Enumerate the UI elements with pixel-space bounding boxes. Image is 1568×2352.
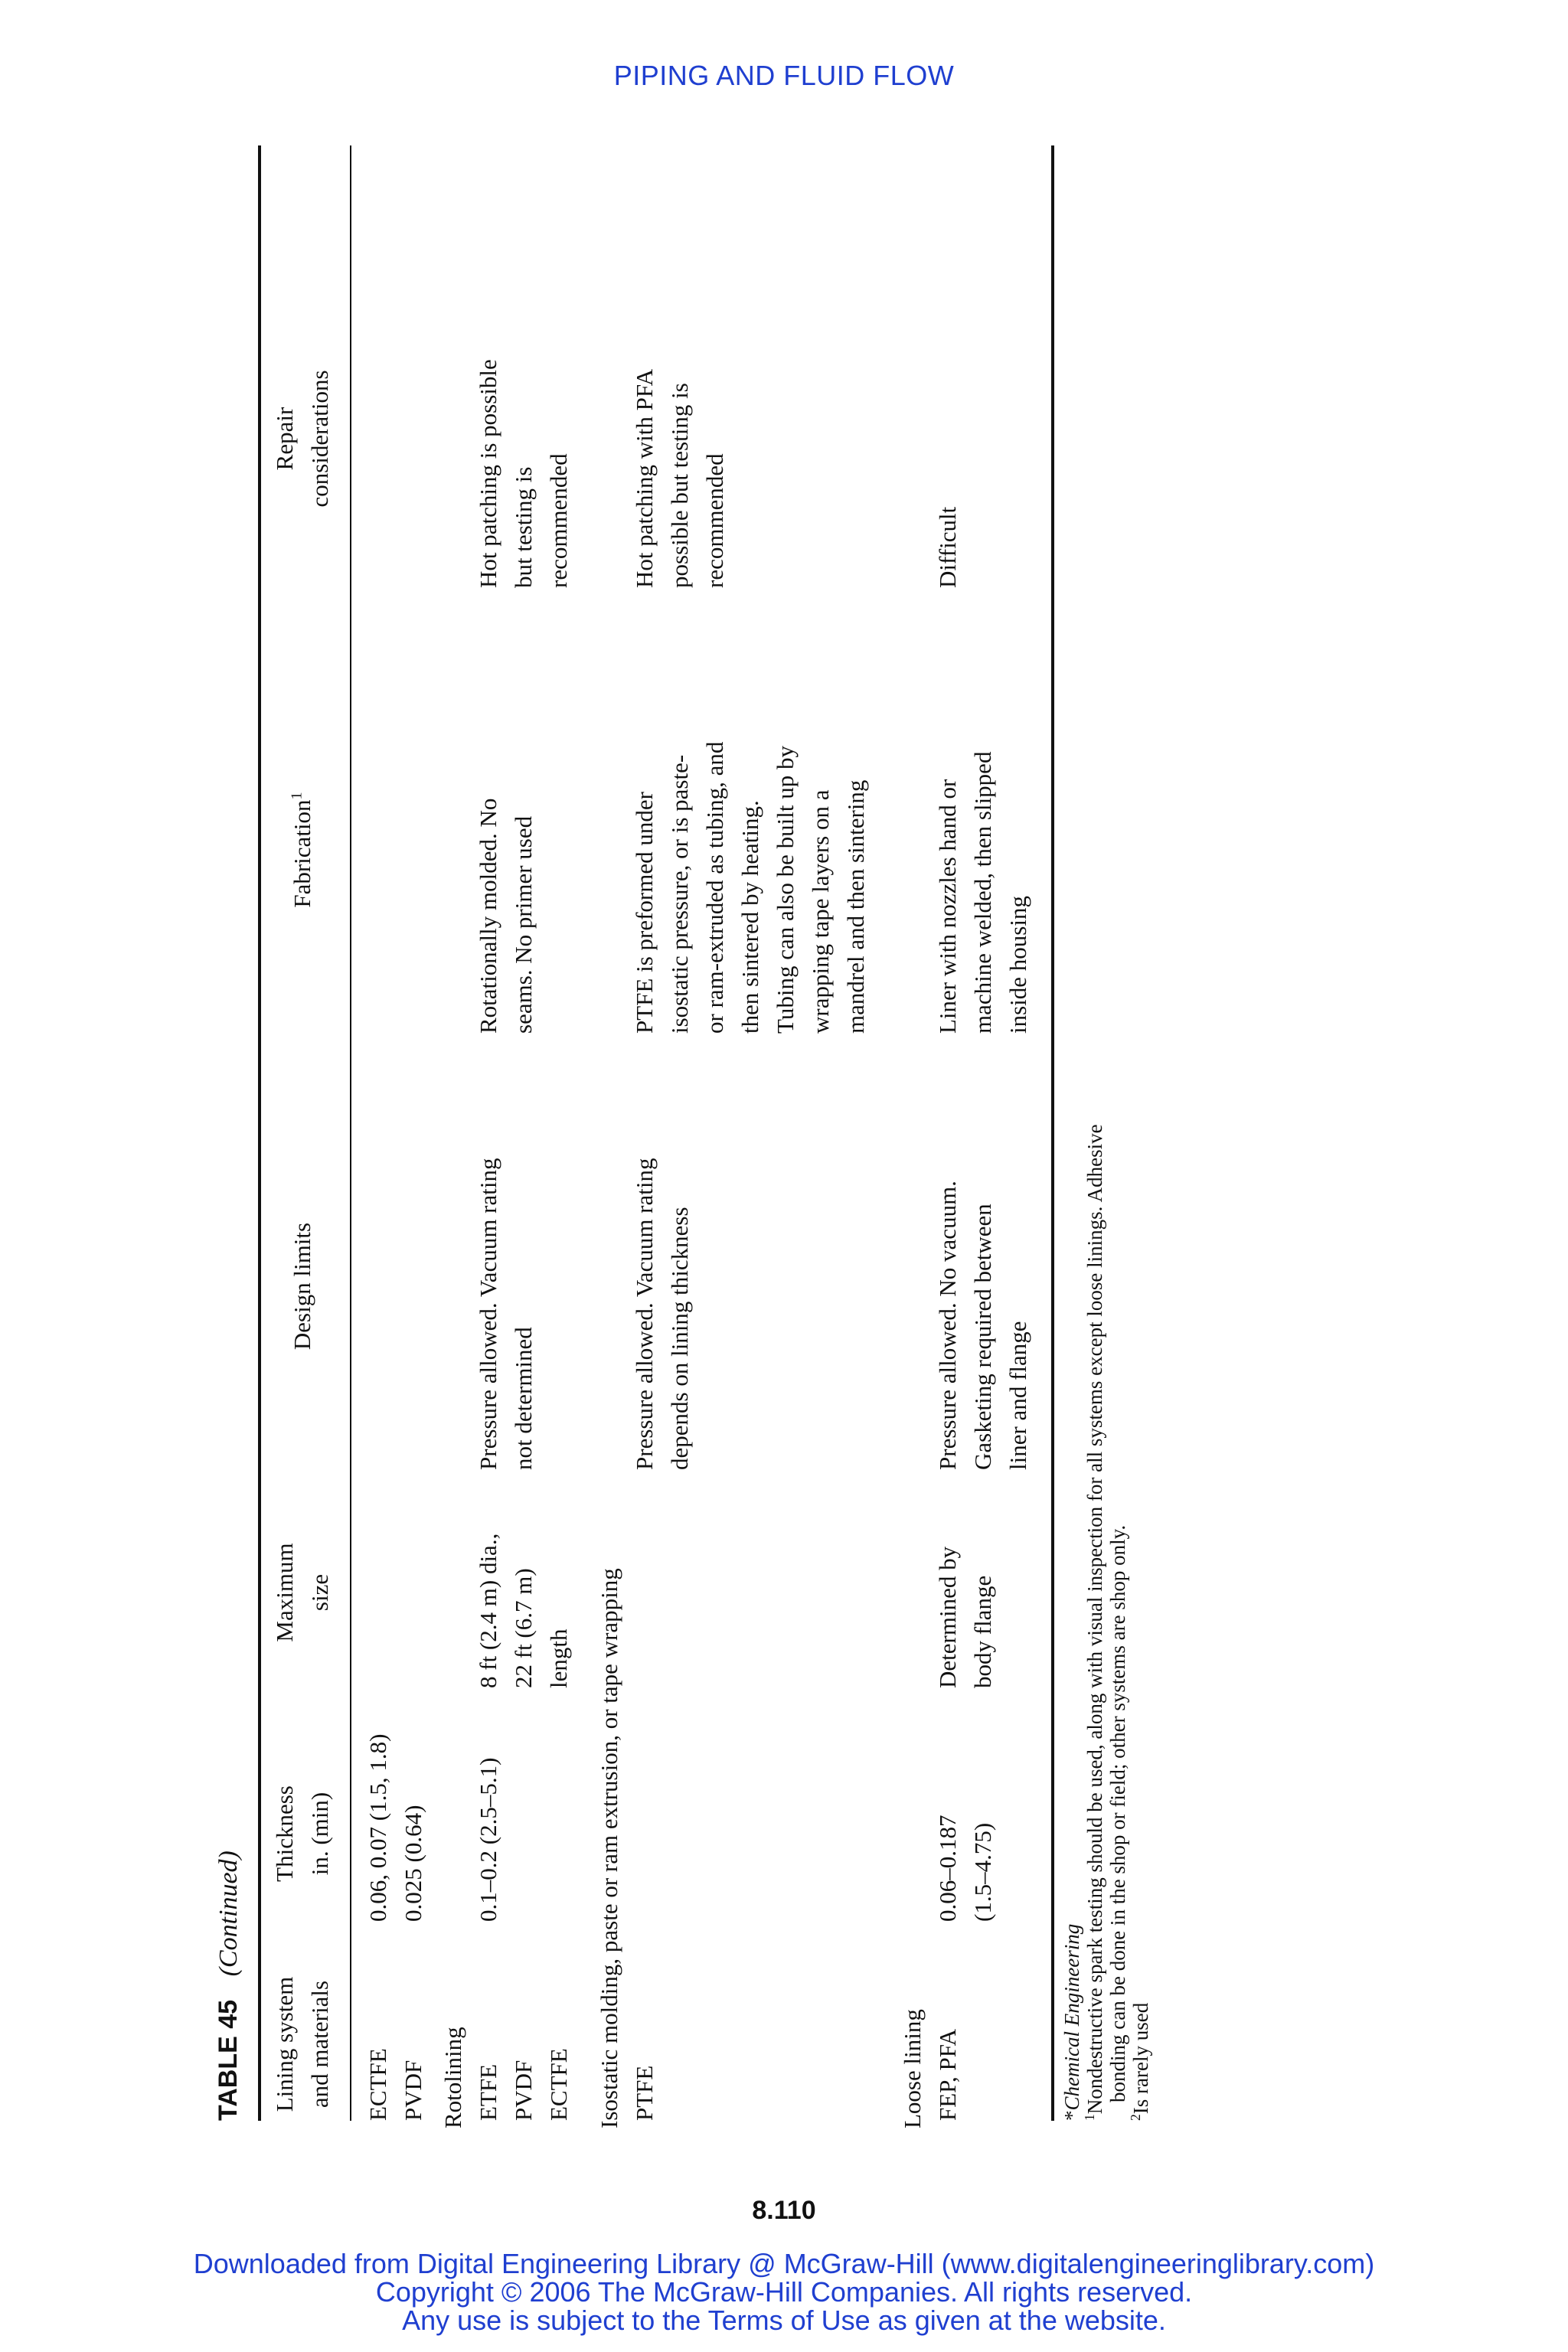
row2-thickness: 0.1–0.2 (2.5–5.1) bbox=[475, 1757, 501, 1922]
fabrication-line: isostatic pressure, or is paste- bbox=[666, 754, 693, 1034]
thickness-value: 0.06–0.187 bbox=[934, 1815, 961, 1922]
thickness-value: (1.5–4.75) bbox=[969, 1822, 996, 1922]
col-header-line: Maximum bbox=[271, 1543, 298, 1642]
footnote-text: Nondestructive spark testing should be used, along with visual inspection for all systems except loose linings. Adhesive bbox=[1083, 1124, 1106, 2115]
size-line: 8 ft (2.4 m) dia., bbox=[475, 1533, 501, 1688]
row2-fabrication bbox=[471, 799, 541, 1034]
source-note bbox=[1060, 1124, 1083, 2121]
material-name: ETFE bbox=[475, 2063, 501, 2121]
thickness-value: 0.06, 0.07 (1.5, 1.8) bbox=[364, 1733, 391, 1922]
col-header-repair bbox=[267, 289, 338, 588]
footnote-1-cont: bonding can be done in the shop or field; other systems are shop only. bbox=[1106, 1524, 1129, 2102]
size-line: 22 ft (6.7 m) bbox=[510, 1568, 537, 1688]
footer-line: Copyright © 2006 The McGraw-Hill Companies. All rights reserved. bbox=[375, 2276, 1193, 2308]
source-text: Chemical Engineering bbox=[1060, 1923, 1083, 2111]
col-header-line: Thickness bbox=[271, 1785, 298, 1882]
row2-materials bbox=[471, 2048, 577, 2121]
repair-line: but testing is bbox=[510, 466, 537, 588]
col-header-thickness bbox=[267, 1746, 338, 1922]
material-name: ECTFE bbox=[364, 2048, 391, 2121]
page-number: 8.110 bbox=[752, 2196, 816, 2225]
fabrication-line: Liner with nozzles hand or bbox=[934, 779, 961, 1034]
source-marker: * bbox=[1060, 2110, 1083, 2121]
bottom-rule bbox=[1051, 145, 1054, 2121]
fabrication-line: inside housing bbox=[1004, 896, 1031, 1034]
table-continued-label: (Continued) bbox=[214, 1851, 243, 1977]
row4-thickness bbox=[930, 1815, 1001, 1922]
footnote-marker: 1 bbox=[288, 792, 305, 800]
row2-design-limits bbox=[471, 1158, 541, 1471]
fabrication-line: then sintered by heating. bbox=[737, 800, 763, 1034]
design-line: liner and flange bbox=[1004, 1321, 1031, 1470]
row1-materials bbox=[361, 2048, 431, 2121]
size-line: body flange bbox=[969, 1575, 996, 1688]
material-name: PVDF bbox=[400, 2060, 426, 2121]
col-header-lining-system bbox=[267, 1968, 338, 2121]
row3-design-limits bbox=[627, 1158, 697, 1471]
row3-material: PTFE bbox=[631, 2065, 658, 2121]
footer-line[interactable]: Downloaded from Digital Engineering Library @ McGraw-Hill (www.digitalengineeringlibrary.com) bbox=[193, 2248, 1375, 2279]
row2-group-label: Rotolining bbox=[439, 2027, 466, 2128]
fabrication-line: wrapping tape layers on a bbox=[807, 789, 834, 1034]
fabrication-line: machine welded, then slipped bbox=[969, 751, 996, 1034]
thickness-value: 0.025 (0.64) bbox=[400, 1805, 426, 1922]
table-number: TABLE 45 bbox=[214, 1999, 243, 2121]
col-header-line: considerations bbox=[306, 370, 333, 508]
row4-group-label: Loose lining bbox=[899, 2009, 926, 2128]
row3-fabrication bbox=[627, 742, 874, 1034]
row4-size bbox=[930, 1547, 1001, 1688]
download-footer bbox=[0, 2249, 1568, 2334]
row4-repair: Difficult bbox=[934, 506, 961, 588]
table-title bbox=[203, 1851, 253, 2121]
repair-line: Hot patching with PFA bbox=[631, 368, 658, 588]
repair-line: recommended bbox=[545, 453, 572, 588]
row3-repair bbox=[627, 369, 733, 588]
col-header-line: Fabrication bbox=[289, 799, 315, 908]
top-rule bbox=[258, 145, 261, 2121]
repair-line: possible but testing is bbox=[666, 383, 693, 588]
row2-size bbox=[471, 1534, 577, 1688]
design-line: Pressure allowed. Vacuum rating bbox=[475, 1158, 501, 1470]
col-header-design-limits bbox=[285, 1102, 320, 1470]
fabrication-line: Tubing can also be built up by bbox=[772, 745, 799, 1034]
footnote-2 bbox=[1129, 1124, 1152, 2121]
fabrication-line: seams. No primer used bbox=[510, 815, 537, 1034]
row4-fabrication bbox=[930, 752, 1036, 1034]
rotated-table-block bbox=[203, 145, 1160, 2128]
row2-repair bbox=[471, 359, 577, 588]
design-line: Gasketing required between bbox=[969, 1204, 996, 1470]
col-header-line: Design limits bbox=[289, 1222, 315, 1351]
table-footnotes bbox=[1060, 1124, 1152, 2121]
size-line: Determined by bbox=[934, 1546, 961, 1688]
fabrication-line: or ram-extruded as tubing, and bbox=[701, 741, 728, 1034]
design-line: Pressure allowed. No vacuum. bbox=[934, 1181, 961, 1470]
footnote-marker: 2 bbox=[1128, 2114, 1143, 2121]
footer-line: Any use is subject to the Terms of Use as given at the website. bbox=[402, 2305, 1166, 2336]
col-header-line: and materials bbox=[306, 1980, 333, 2109]
col-header-line: Repair bbox=[271, 407, 298, 471]
fabrication-line: Rotationally molded. No bbox=[475, 798, 501, 1034]
design-line: depends on lining thickness bbox=[666, 1207, 693, 1470]
design-line: Pressure allowed. Vacuum rating bbox=[631, 1158, 658, 1470]
col-header-maximum-size bbox=[267, 1497, 338, 1688]
row1-thickness bbox=[361, 1734, 431, 1922]
repair-line: recommended bbox=[701, 453, 728, 588]
running-header: PIPING AND FLUID FLOW bbox=[613, 60, 955, 91]
material-name: ECTFE bbox=[545, 2048, 572, 2121]
fabrication-line: PTFE is preformed under bbox=[631, 792, 658, 1034]
col-header-line: Lining system bbox=[271, 1976, 298, 2112]
row3-group-label: Isostatic molding, paste or ram extrusion, or tape wrapping bbox=[596, 1568, 622, 2128]
row4-design-limits bbox=[930, 1181, 1036, 1470]
design-line: not determined bbox=[510, 1327, 537, 1470]
header-rule bbox=[350, 145, 351, 2121]
col-header-line: in. (min) bbox=[306, 1792, 333, 1876]
col-header-line: size bbox=[306, 1573, 333, 1612]
fabrication-line: mandrel and then sintering bbox=[842, 779, 869, 1034]
col-header-fabrication bbox=[285, 666, 320, 1034]
size-line: length bbox=[545, 1628, 572, 1688]
footnote-text: Is rarely used bbox=[1129, 2002, 1152, 2115]
material-name: PVDF bbox=[510, 2060, 537, 2121]
row4-material: FEP, PFA bbox=[934, 2028, 961, 2121]
footnote-marker: 1 bbox=[1082, 2114, 1097, 2121]
repair-line: Hot patching is possible bbox=[475, 359, 501, 588]
footnote-1 bbox=[1083, 1124, 1106, 2121]
